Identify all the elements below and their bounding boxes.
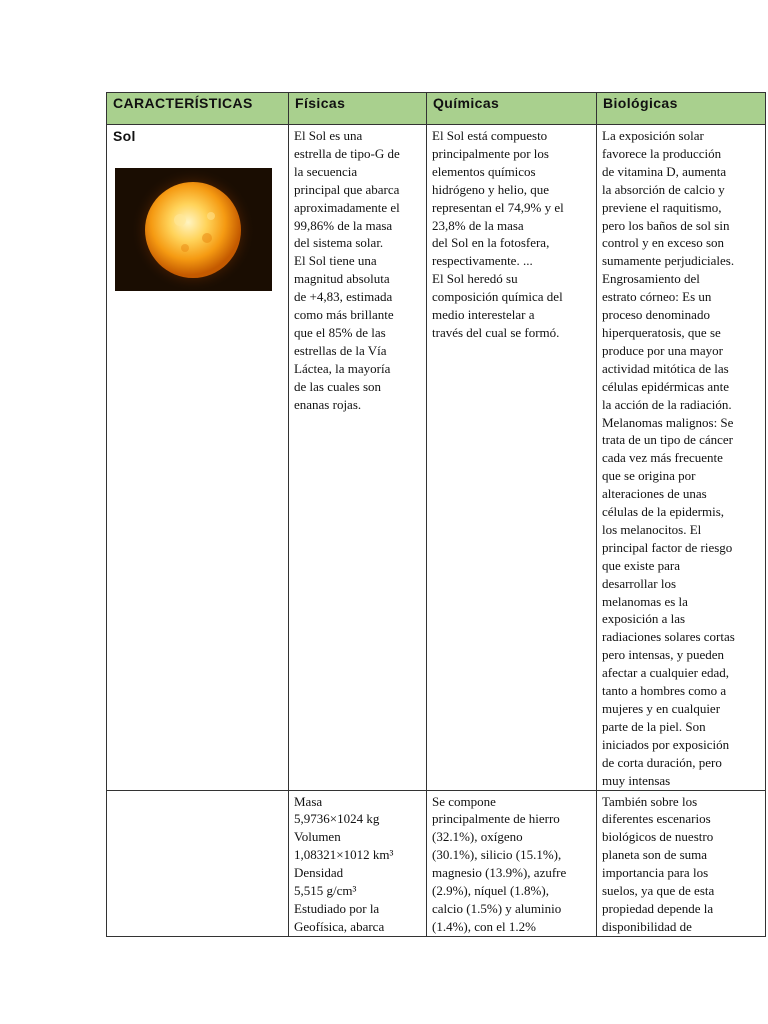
- text-line: El Sol es una: [294, 128, 363, 143]
- table-row: [107, 125, 766, 791]
- text-line: elementos químicos: [432, 163, 536, 179]
- text-line: 5,9736×1024 kg: [294, 811, 380, 827]
- biologicas-text: [597, 125, 765, 790]
- text-line: pero los baños de sol sin: [602, 217, 730, 233]
- fisicas-text: [289, 791, 426, 936]
- text-line: Láctea, la mayoría: [294, 360, 391, 376]
- text-line: (32.1%), oxígeno: [432, 829, 523, 845]
- text-line: Masa: [294, 793, 323, 809]
- text-line: medio interestelar a: [432, 307, 535, 323]
- text-line: La exposición solar: [602, 128, 704, 143]
- text-line: (30.1%), silicio (15.1%),: [432, 847, 562, 863]
- table-header-row: [107, 93, 766, 125]
- table-row: [107, 790, 766, 936]
- text-line: 5,515 g/cm³: [294, 883, 357, 899]
- text-line: los melanocitos. El: [602, 521, 702, 537]
- text-line: tanto a hombres como a: [602, 683, 727, 699]
- row-label: Sol: [113, 128, 136, 144]
- text-line: respectivamente. ...: [432, 253, 533, 269]
- text-line: 1,08321×1012 km³: [294, 847, 394, 863]
- text-line: planeta son de suma: [602, 847, 708, 863]
- text-line: radiaciones solares cortas: [602, 629, 735, 645]
- text-line: magnesio (13.9%), azufre: [432, 865, 567, 881]
- text-line: Volumen: [294, 829, 341, 845]
- text-line: estrella de tipo-G de: [294, 145, 400, 161]
- text-line: El Sol está compuesto: [432, 128, 548, 143]
- text-line: alteraciones de unas: [602, 486, 707, 502]
- text-line: de vitamina D, aumenta: [602, 163, 727, 179]
- text-line: Estudiado por la: [294, 900, 380, 916]
- text-line: favorece la producción: [602, 145, 722, 161]
- row-label-cell: [107, 790, 289, 936]
- text-line: desarrollar los: [602, 575, 677, 591]
- text-line: El Sol heredó su: [432, 271, 518, 287]
- text-line: principalmente por los: [432, 145, 549, 161]
- text-line: Engrosamiento del: [602, 271, 700, 287]
- text-line: células epidérmicas ante: [602, 378, 730, 394]
- row-label: [107, 791, 288, 794]
- header-caracteristicas: CARACTERÍSTICAS: [107, 93, 289, 125]
- text-line: estrellas de la Vía: [294, 342, 387, 358]
- header-quimicas: Químicas: [427, 93, 597, 125]
- text-line: pero intensas, y pueden: [602, 647, 725, 663]
- text-line: hidrógeno y helio, que: [432, 181, 549, 197]
- text-line: biológicos de nuestro: [602, 829, 714, 845]
- text-line: como más brillante: [294, 307, 394, 323]
- text-line: de +4,83, estimada: [294, 289, 393, 305]
- text-line: (1.4%), con el 1.2%: [432, 918, 536, 934]
- text-line: principal factor de riesgo: [602, 539, 733, 555]
- text-line: mujeres y en cualquier: [602, 701, 721, 716]
- text-line: Densidad: [294, 865, 344, 881]
- text-line: del sistema solar.: [294, 235, 384, 251]
- text-line: disponibilidad de: [602, 918, 692, 934]
- text-line: de las cuales son: [294, 378, 382, 394]
- text-line: hiperqueratosis, que se: [602, 324, 721, 340]
- text-line: representan el 74,9% y el: [432, 199, 564, 215]
- text-line: composición química del: [432, 289, 563, 305]
- text-line: El Sol tiene una: [294, 253, 377, 269]
- sun-image: [115, 168, 272, 291]
- text-line: del Sol en la fotosfera,: [432, 235, 550, 251]
- text-line: afectar a cualquier edad,: [602, 665, 730, 681]
- biologicas-cell: [597, 125, 766, 791]
- text-line: También sobre los: [602, 793, 698, 809]
- text-line: que se origina por: [602, 468, 696, 484]
- text-line: Geofísica, abarca: [294, 918, 385, 934]
- header-fisicas: Físicas: [289, 93, 427, 125]
- text-line: Melanomas malignos: Se: [602, 414, 734, 430]
- text-line: parte de la piel. Son: [602, 718, 706, 734]
- text-line: calcio (1.5%) y aluminio: [432, 900, 562, 916]
- quimicas-text: [427, 791, 596, 936]
- quimicas-cell: [427, 790, 597, 936]
- text-line: (2.9%), níquel (1.8%),: [432, 883, 549, 899]
- text-line: cada vez más frecuente: [602, 450, 723, 466]
- text-line: que el 85% de las: [294, 324, 386, 340]
- text-line: importancia para los: [602, 865, 709, 881]
- text-line: la acción de la radiación.: [602, 396, 732, 412]
- row-label-cell: [107, 125, 289, 791]
- text-line: la absorción de calcio y: [602, 181, 725, 197]
- fisicas-cell: [289, 790, 427, 936]
- biologicas-cell: [597, 790, 766, 936]
- text-line: aproximadamente el: [294, 199, 400, 215]
- text-line: trata de un tipo de cáncer: [602, 432, 734, 448]
- text-line: produce por una mayor: [602, 342, 723, 358]
- text-line: previene el raquitismo,: [602, 199, 722, 215]
- text-line: 99,86% de la masa: [294, 217, 393, 233]
- text-line: actividad mitótica de las: [602, 360, 729, 376]
- text-line: la secuencia: [294, 163, 358, 179]
- characteristics-table: [106, 92, 766, 937]
- text-line: principalmente de hierro: [432, 811, 560, 827]
- text-line: 23,8% de la masa: [432, 217, 524, 233]
- text-line: que existe para: [602, 557, 680, 573]
- text-line: través del cual se formó.: [432, 324, 560, 340]
- fisicas-text: [289, 125, 426, 414]
- text-line: muy intensas: [602, 772, 671, 788]
- text-line: células de la epidermis,: [602, 504, 725, 520]
- text-line: diferentes escenarios: [602, 811, 711, 827]
- quimicas-cell: [427, 125, 597, 791]
- biologicas-text: [597, 791, 765, 936]
- text-line: estrato córneo: Es un: [602, 289, 712, 305]
- text-line: iniciados por exposición: [602, 736, 730, 752]
- text-line: proceso denominado: [602, 307, 710, 323]
- header-biologicas: Biológicas: [597, 93, 766, 125]
- text-line: control y en exceso son: [602, 235, 725, 251]
- text-line: principal que abarca: [294, 181, 400, 197]
- fisicas-cell: [289, 125, 427, 791]
- text-line: enanas rojas.: [294, 396, 362, 412]
- text-line: sumamente perjudiciales.: [602, 253, 735, 269]
- text-line: de corta duración, pero: [602, 754, 722, 770]
- quimicas-text: [427, 125, 596, 342]
- text-line: suelos, ya que de esta: [602, 883, 715, 899]
- text-line: Se compone: [432, 793, 496, 809]
- text-line: exposición a las: [602, 611, 686, 627]
- text-line: melanomas es la: [602, 593, 688, 609]
- text-line: magnitud absoluta: [294, 271, 390, 287]
- text-line: propiedad depende la: [602, 900, 714, 916]
